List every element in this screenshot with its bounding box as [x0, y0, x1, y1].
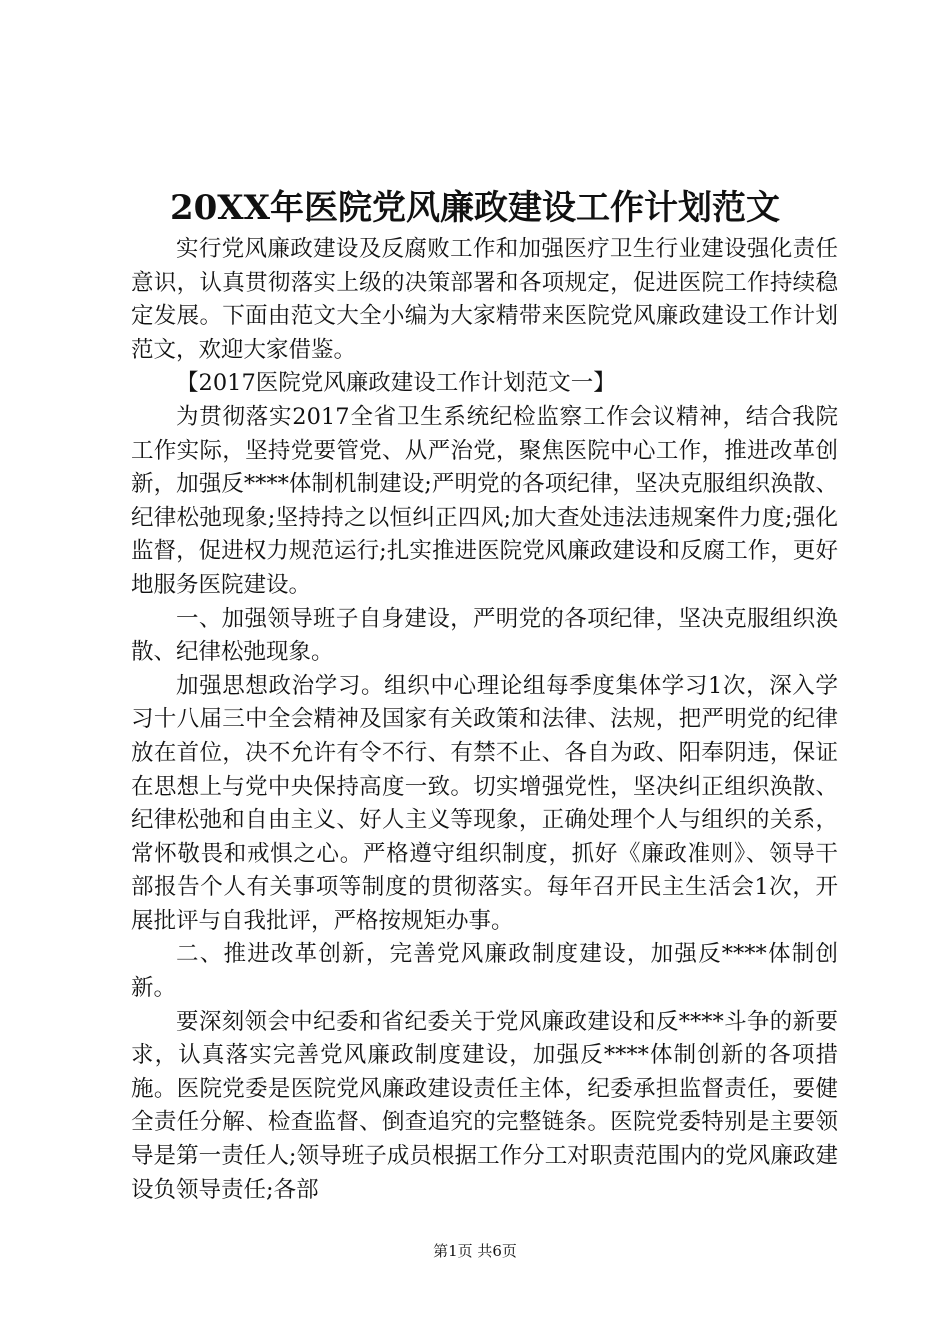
body-paragraph: 加强思想政治学习。组织中心理论组每季度集体学习1次，深入学习十八届三中全会精神及国家有关政策和法律、法规，把严明党的纪律放在首位，决不允许有令不行、有禁不止、各自为政、阳奉阴违，保证在思想上与党中央保持高度一致。切实增强党性，坚决纠正组织涣散、纪律松弛和自由主义、好人主义等现象，正确处理个人与组织的关系，常怀敬畏和戒惧之心。严格遵守组织制度，抓好《廉政准则》、领导干部报告个人有关事项等制度的贯彻落实。每年召开民主生活会1次，开展批评与自我批评，严格按规矩办事。 — [131, 672, 838, 934]
page-footer: 第1页 共6页 — [433, 1242, 517, 1260]
intro-paragraph: 实行党风廉政建设及反腐败工作和加强医疗卫生行业建设强化责任意识，认真贯彻落实上级的决策部署和各项规定，促进医院工作持续稳定发展。下面由范文大全小编为大家精带来医院党风廉政建设工作计划范文，欢迎大家借鉴。 — [131, 236, 838, 363]
section-heading-one: 一、加强领导班子自身建设，严明党的各项纪律，坚决克服组织涣散、纪律松弛现象。 — [131, 605, 838, 666]
section-heading-two: 二、推进改革创新，完善党风廉政制度建设，加强反****体制创新。 — [131, 941, 838, 1002]
section-heading-bracket: 【2017医院党风廉政建设工作计划范文一】 — [176, 370, 616, 397]
document-body — [131, 233, 838, 1207]
document-title: 20XX年医院党风廉政建设工作计划范文 — [169, 188, 781, 228]
body-paragraph: 为贯彻落实2017全省卫生系统纪检监察工作会议精神，结合我院工作实际，坚持党要管党、从严治党，聚焦医院中心工作，推进改革创新，加强反****体制机制建设;严明党的各项纪律，坚决克服组织涣散、纪律松弛现象;坚持持之以恒纠正四风;加大查处违法违规案件力度;强化监督，促进权力规范运行;扎实推进医院党风廉政建设和反腐工作，更好地服务医院建设。 — [131, 403, 838, 598]
body-paragraph: 要深刻领会中纪委和省纪委关于党风廉政建设和反****斗争的新要求，认真落实完善党风廉政制度建设，加强反****体制创新的各项措施。医院党委是医院党风廉政建设责任主体，纪委承担监督责任，要健全责任分解、检查监督、倒查追究的完整链条。医院党委特别是主要领导是第一责任人;领导班子成员根据工作分工对职责范围内的党风廉政建设负领导责任;各部 — [131, 1008, 838, 1203]
